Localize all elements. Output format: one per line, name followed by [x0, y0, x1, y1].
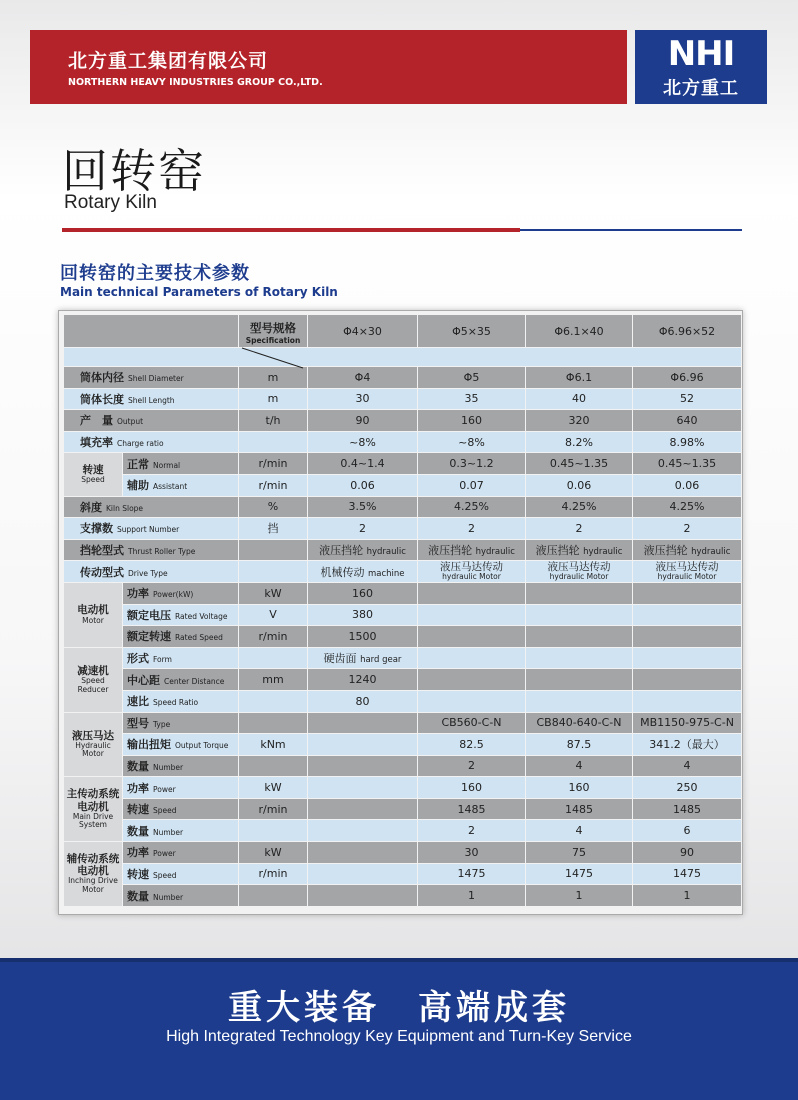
group-label-motor: 电动机 Motor	[64, 583, 122, 647]
footer-slogan-cn: 重大装备 高端成套	[228, 988, 570, 1028]
table-row: 辅助 Assistant r/min 0.06 0.07 0.06 0.06	[64, 475, 741, 496]
table-row: 辅传动系统电动机 Inching Drive Motor 功率 Power kW 30 75 90	[64, 842, 741, 863]
model-header: Φ5×35	[418, 315, 525, 347]
footer-slogan-en: High Integrated Technology Key Equipment and Turn-Key Service	[166, 1028, 632, 1045]
table-row: 减速机 Speed Reducer 形式 Form 硬齿面 hard gear	[64, 648, 741, 669]
section-title-en: Main technical Parameters of Rotary Kiln	[60, 285, 338, 299]
table-row: 转速 Speed r/min 1475 1475 1475	[64, 864, 741, 885]
logo-text-cn: 北方重工	[663, 78, 739, 99]
model-header: Φ6.1×40	[526, 315, 632, 347]
table-row: 数量 Number 2 4 6	[64, 820, 741, 841]
group-label-inching-drive: 辅传动系统电动机 Inching Drive Motor	[64, 842, 122, 906]
table-row: 斜度 Kiln Slope % 3.5% 4.25% 4.25% 4.25%	[64, 497, 741, 518]
table-row: 中心距 Center Distance mm 1240	[64, 669, 741, 690]
page-title-cn: 回转窑	[62, 144, 206, 198]
table-row: 传动型式 Drive Type 机械传动 machine 液压马达传动 hydraulic Motor 液压马达传动 hydraulic Motor 液压马达传动 hydraulic Motor	[64, 561, 741, 582]
company-name-en: NORTHERN HEAVY INDUSTRIES GROUP CO.,LTD.	[68, 77, 323, 88]
table-header-row	[64, 315, 741, 347]
logo-text: NHI	[667, 34, 735, 74]
model-header: Φ4×30	[308, 315, 417, 347]
page-title-en: Rotary Kiln	[64, 192, 157, 213]
table-row: 电动机 Motor 功率 Power(kW) kW 160	[64, 583, 741, 604]
table-row: 转速 Speed r/min 1485 1485 1485	[64, 799, 741, 820]
nhi-logo	[635, 30, 767, 104]
company-name-cn: 北方重工集团有限公司	[68, 50, 269, 72]
table-row: 挡轮型式 Thrust Roller Type 液压挡轮 hydraulic 液压挡轮 hydraulic 液压挡轮 hydraulic 液压挡轮 hydraulic	[64, 540, 741, 561]
table-row: 产 量 Output t/h 90 160 320 640	[64, 410, 741, 431]
parameters-table-panel	[58, 310, 743, 915]
model-header: Φ6.96×52	[633, 315, 741, 347]
section-title-cn: 回转窑的主要技术参数	[60, 263, 250, 284]
group-label-speed: 转速 Speed	[64, 453, 122, 495]
table-row: 支撑数 Support Number 挡 2 2 2 2	[64, 518, 741, 539]
table-row: 液压马达 Hydraulic Motor 型号 Type CB560-C-N CB840-640-C-N MB1150-975-C-N	[64, 713, 741, 734]
table-row: 速比 Speed Ratio 80	[64, 691, 741, 712]
table-row: 输出扭矩 Output Torque kNm 82.5 87.5 341.2（最大）	[64, 734, 741, 755]
parameters-table	[63, 314, 742, 907]
group-label-reducer: 减速机 Speed Reducer	[64, 648, 122, 712]
table-row: 筒体内径 Shell Diameter m Φ4 Φ5 Φ6.1 Φ6.96	[64, 367, 741, 388]
group-label-main-drive: 主传动系统电动机 Main Drive System	[64, 777, 122, 841]
table-row: 转速 Speed 正常 Normal r/min 0.4~1.4 0.3~1.2 0.45~1.35 0.45~1.35	[64, 453, 741, 474]
table-row: 填充率 Charge ratio ~8% ~8% 8.2% 8.98%	[64, 432, 741, 453]
table-row: 数量 Number 2 4 4	[64, 756, 741, 777]
table-row: 数量 Number 1 1 1	[64, 885, 741, 906]
table-row: 主传动系统电动机 Main Drive System 功率 Power kW 160 160 250	[64, 777, 741, 798]
group-label-hydraulic-motor: 液压马达 Hydraulic Motor	[64, 713, 122, 777]
footer-banner	[0, 958, 798, 1100]
table-row: 额定电压 Rated Voltage V 380	[64, 605, 741, 626]
company-banner	[30, 30, 627, 104]
table-row: 额定转速 Rated Speed r/min 1500	[64, 626, 741, 647]
spec-header: 型号规格 Specification	[239, 315, 307, 347]
title-divider	[62, 228, 742, 232]
table-row: 筒体长度 Shell Length m 30 35 40 52	[64, 389, 741, 410]
